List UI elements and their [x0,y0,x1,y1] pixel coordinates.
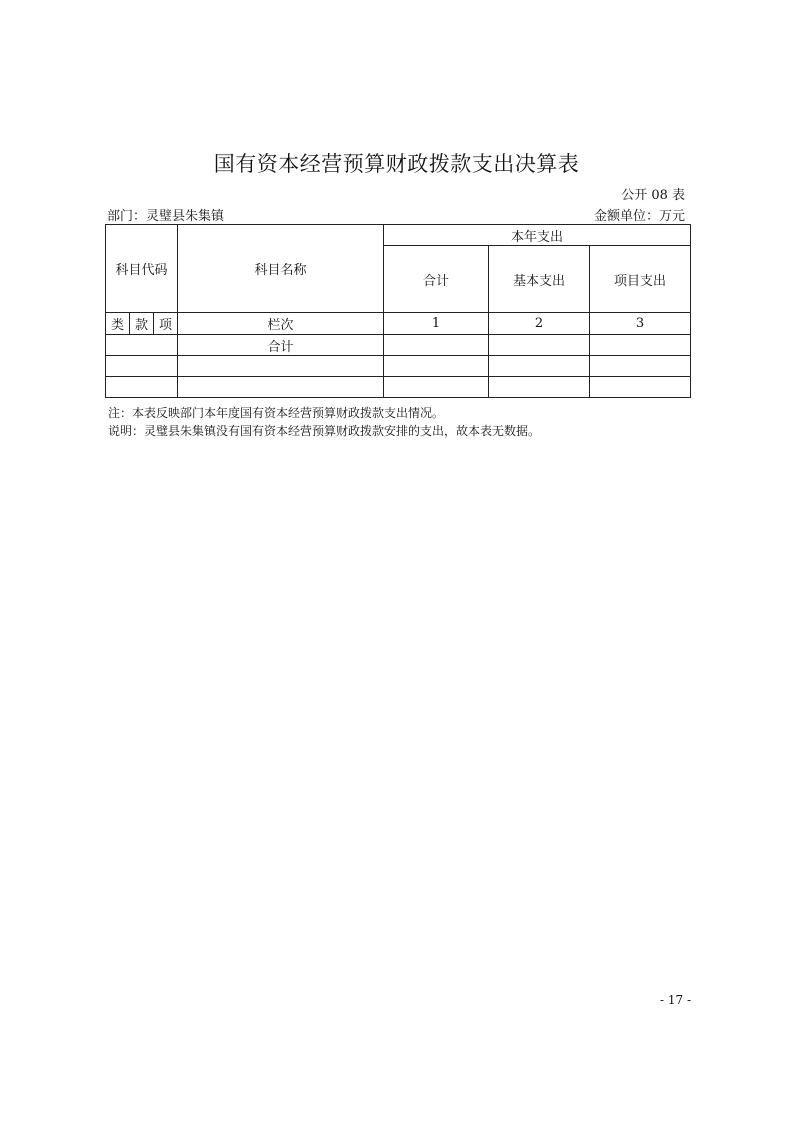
subject-name-header: 科目名称 [178,225,384,313]
lei-label: 类 [106,313,130,335]
column-index-label: 栏次 [178,313,384,335]
total-row-label: 合计 [178,335,384,356]
project-expenditure-header: 项目支出 [590,246,691,313]
column-index-3: 3 [590,313,691,335]
total-row-total [384,335,489,356]
total-header: 合计 [384,246,489,313]
header-row-1 [106,225,691,246]
column-index-2: 2 [489,313,590,335]
page-number: - 17 - [659,993,691,1007]
total-row-code [106,335,178,356]
xiang-label: 项 [154,313,178,335]
total-row-basic [489,335,590,356]
notes-section [108,404,540,440]
department-label: 部门：灵璧县朱集镇 [107,209,225,224]
year-expenditure-header: 本年支出 [384,225,691,246]
column-index-1: 1 [384,313,489,335]
column-index-row [106,313,691,335]
amount-unit-label: 金额单位：万元 [593,209,685,224]
basic-expenditure-header: 基本支出 [489,246,590,313]
explanation-text: 说明：灵璧县朱集镇没有国有资本经营预算财政拨款安排的支出，故本表无数据。 [108,424,541,438]
note-text: 注：本表反映部门本年度国有资本经营预算财政拨款支出情况。 [108,406,445,420]
subject-code-header: 科目代码 [106,225,178,313]
form-number: 公开 08 表 [621,188,685,203]
kuan-label: 款 [130,313,154,335]
total-row-project [590,335,691,356]
table-row [106,356,691,377]
page-title: 国有资本经营预算财政拨款支出决算表 [213,152,580,176]
expenditure-table [105,224,691,398]
total-row [106,335,691,356]
table-row [106,377,691,398]
